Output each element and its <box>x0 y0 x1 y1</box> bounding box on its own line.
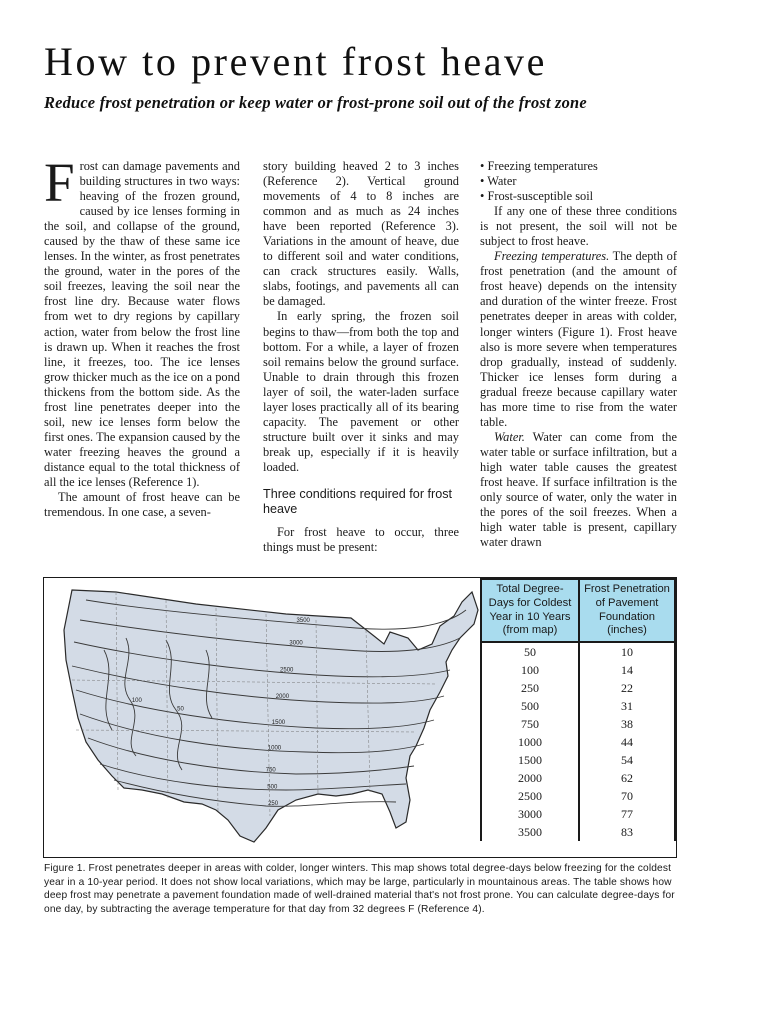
cell-degree-days: 3000 <box>481 805 579 823</box>
table-row <box>481 751 675 769</box>
header-frost-penetration: Frost Penetration of Pavement Foundation (inches) <box>579 579 675 642</box>
paragraph: In early spring, the frozen soil begins to thaw—from both the top and bottom. For a while, a layer of frozen soil remains below the ground surface. Unable to drain through this frozen layer of soil, the water-laden surface layer loses practically all of its bearing capacity. The pavement or other structure built over it sinks and may break up, especially if it is heavily loaded. <box>263 309 459 474</box>
paragraph-text: The depth of frost penetration (and the amount of frost heave) depends on the intensity and duration of the winter freeze. Frost penetrates deeper in areas with colder, longer winters (Figure 1). Frost heave also is more severe when temperatures drop gradually, instead of suddenly. Thicker ice lenses form during a gradual freeze because capillary water has more time to rise from the water table. <box>480 249 677 429</box>
cell-penetration: 31 <box>579 697 675 715</box>
cell-penetration: 70 <box>579 787 675 805</box>
cell-degree-days: 50 <box>481 642 579 661</box>
figure-1 <box>43 577 677 858</box>
cell-degree-days: 2500 <box>481 787 579 805</box>
paragraph-text: Water can come from the water table or surface infiltration, but a high water table causes the greatest frost heave. If surface infiltration is the only source of water, only the water in the pores of the soil freezes. When a high water table is present, capillary water drawn <box>480 429 677 550</box>
table-row <box>481 769 675 787</box>
cell-degree-days: 250 <box>481 679 579 697</box>
list-item: • Frost-susceptible soil <box>480 189 594 204</box>
table-row <box>481 805 675 823</box>
drop-cap: F <box>44 152 75 213</box>
frost-map <box>56 580 511 850</box>
table-row <box>481 823 675 841</box>
cell-penetration: 10 <box>579 642 675 661</box>
table-row <box>481 697 675 715</box>
paragraph: If any one of these three conditions is not present, the soil will not be subject to frost heave. <box>480 204 677 249</box>
contour-label: 3500 <box>296 618 310 625</box>
conditions-list <box>480 159 677 204</box>
cell-degree-days: 2000 <box>481 769 579 787</box>
contour-label: 2000 <box>275 693 290 700</box>
cell-penetration: 44 <box>579 733 675 751</box>
contour-label: 2500 <box>280 667 294 674</box>
intro-text: rost can damage pavements and building structures in two ways: heaving of the frozen ground, caused by ice lenses forming in the soil, and collapse of the ground, caused by the thaw of these same ice lenses. In the winter, as frost penetrates the ground, water in the pores of the soil freezes, leaving the soil near the frost line dry. Because water flows from wet to dry regions by capillary action, water from below the frost line is drawn up. When it reaches the frost line, it freezes, too. The ice lenses grow thicker much as the ice on a pond thickens from the bottom side. As the frost line penetrates deeper into the soil, new ice lenses form below the first ones. The expansion caused by the water freezing heaves the ground a distance equal to the total thickness of all the ice lenses (Reference 1). <box>44 159 240 489</box>
contour-label: 1000 <box>267 745 282 752</box>
page-title: How to prevent frost heave <box>44 39 548 84</box>
cell-penetration: 62 <box>579 769 675 787</box>
intro-paragraph <box>44 152 240 490</box>
cell-penetration: 77 <box>579 805 675 823</box>
table-row <box>481 679 675 697</box>
table-row <box>481 733 675 751</box>
cell-penetration: 22 <box>579 679 675 697</box>
paragraph: The amount of frost heave can be tremendous. In one case, a seven- <box>44 490 240 520</box>
table-row <box>481 787 675 805</box>
paragraph <box>480 430 677 550</box>
frost-penetration-table <box>480 578 676 841</box>
paragraph <box>480 249 677 430</box>
list-item: • Freezing temperatures <box>480 159 598 173</box>
page-subtitle: Reduce frost penetration or keep water or frost-prone soil out of the frost zone <box>44 93 587 112</box>
section-heading: Three conditions required for frost heave <box>263 486 452 516</box>
table-body <box>481 642 675 841</box>
cell-degree-days: 500 <box>481 697 579 715</box>
cell-degree-days: 1500 <box>481 751 579 769</box>
cell-penetration: 54 <box>579 751 675 769</box>
cell-degree-days: 1000 <box>481 733 579 751</box>
text-column-3 <box>480 159 677 550</box>
text-column-1 <box>44 152 240 520</box>
cell-penetration: 83 <box>579 823 675 841</box>
contour-label: 100 <box>131 697 142 704</box>
cell-degree-days: 750 <box>481 715 579 733</box>
contour-label: 750 <box>265 767 276 774</box>
contour-label: 50 <box>177 706 184 713</box>
header-degree-days: Total Degree-Days for Coldest Year in 10 Years (from map) <box>481 579 579 642</box>
contour-label: 250 <box>268 801 279 808</box>
table-row <box>481 642 675 661</box>
text-column-2 <box>263 159 459 555</box>
contour-label: 1500 <box>271 720 286 727</box>
run-in-label: Freezing temperatures. <box>494 249 610 264</box>
contour-label: 500 <box>267 784 278 791</box>
cell-degree-days: 100 <box>481 661 579 679</box>
figure-caption: Figure 1. Frost penetrates deeper in areas with colder, longer winters. This map shows total degree-days below freezing for the coldest year in a 10-year period. It does not show local variations, which may be large, particularly in mountainous areas. The table shows how deep frost may penetrate a pavement foundation made of well-drained material that's not frost prone. You can calculate degree-days for one day, by subtracting the average temperature for that day from 32 degrees F (Reference 4). <box>44 863 675 915</box>
list-item: • Water <box>480 174 517 189</box>
cell-penetration: 14 <box>579 661 675 679</box>
cell-penetration: 38 <box>579 715 675 733</box>
cell-degree-days: 3500 <box>481 823 579 841</box>
table-header-row <box>481 579 675 642</box>
paragraph: For frost heave to occur, three things must be present: <box>263 524 459 555</box>
paragraph: story building heaved 2 to 3 inches (Reference 2). Vertical ground movements of 4 to 8 inches are common and as much as 24 inches have been reported (Reference 3). Variations in the amount of heave, due to different soil and water conditions, can crack structures easily. Walls, slabs, footings, and pavements all can be damaged. <box>263 159 459 309</box>
table-row <box>481 661 675 679</box>
contour-label: 3000 <box>289 640 303 647</box>
table-row <box>481 715 675 733</box>
run-in-label: Water. <box>494 429 525 444</box>
